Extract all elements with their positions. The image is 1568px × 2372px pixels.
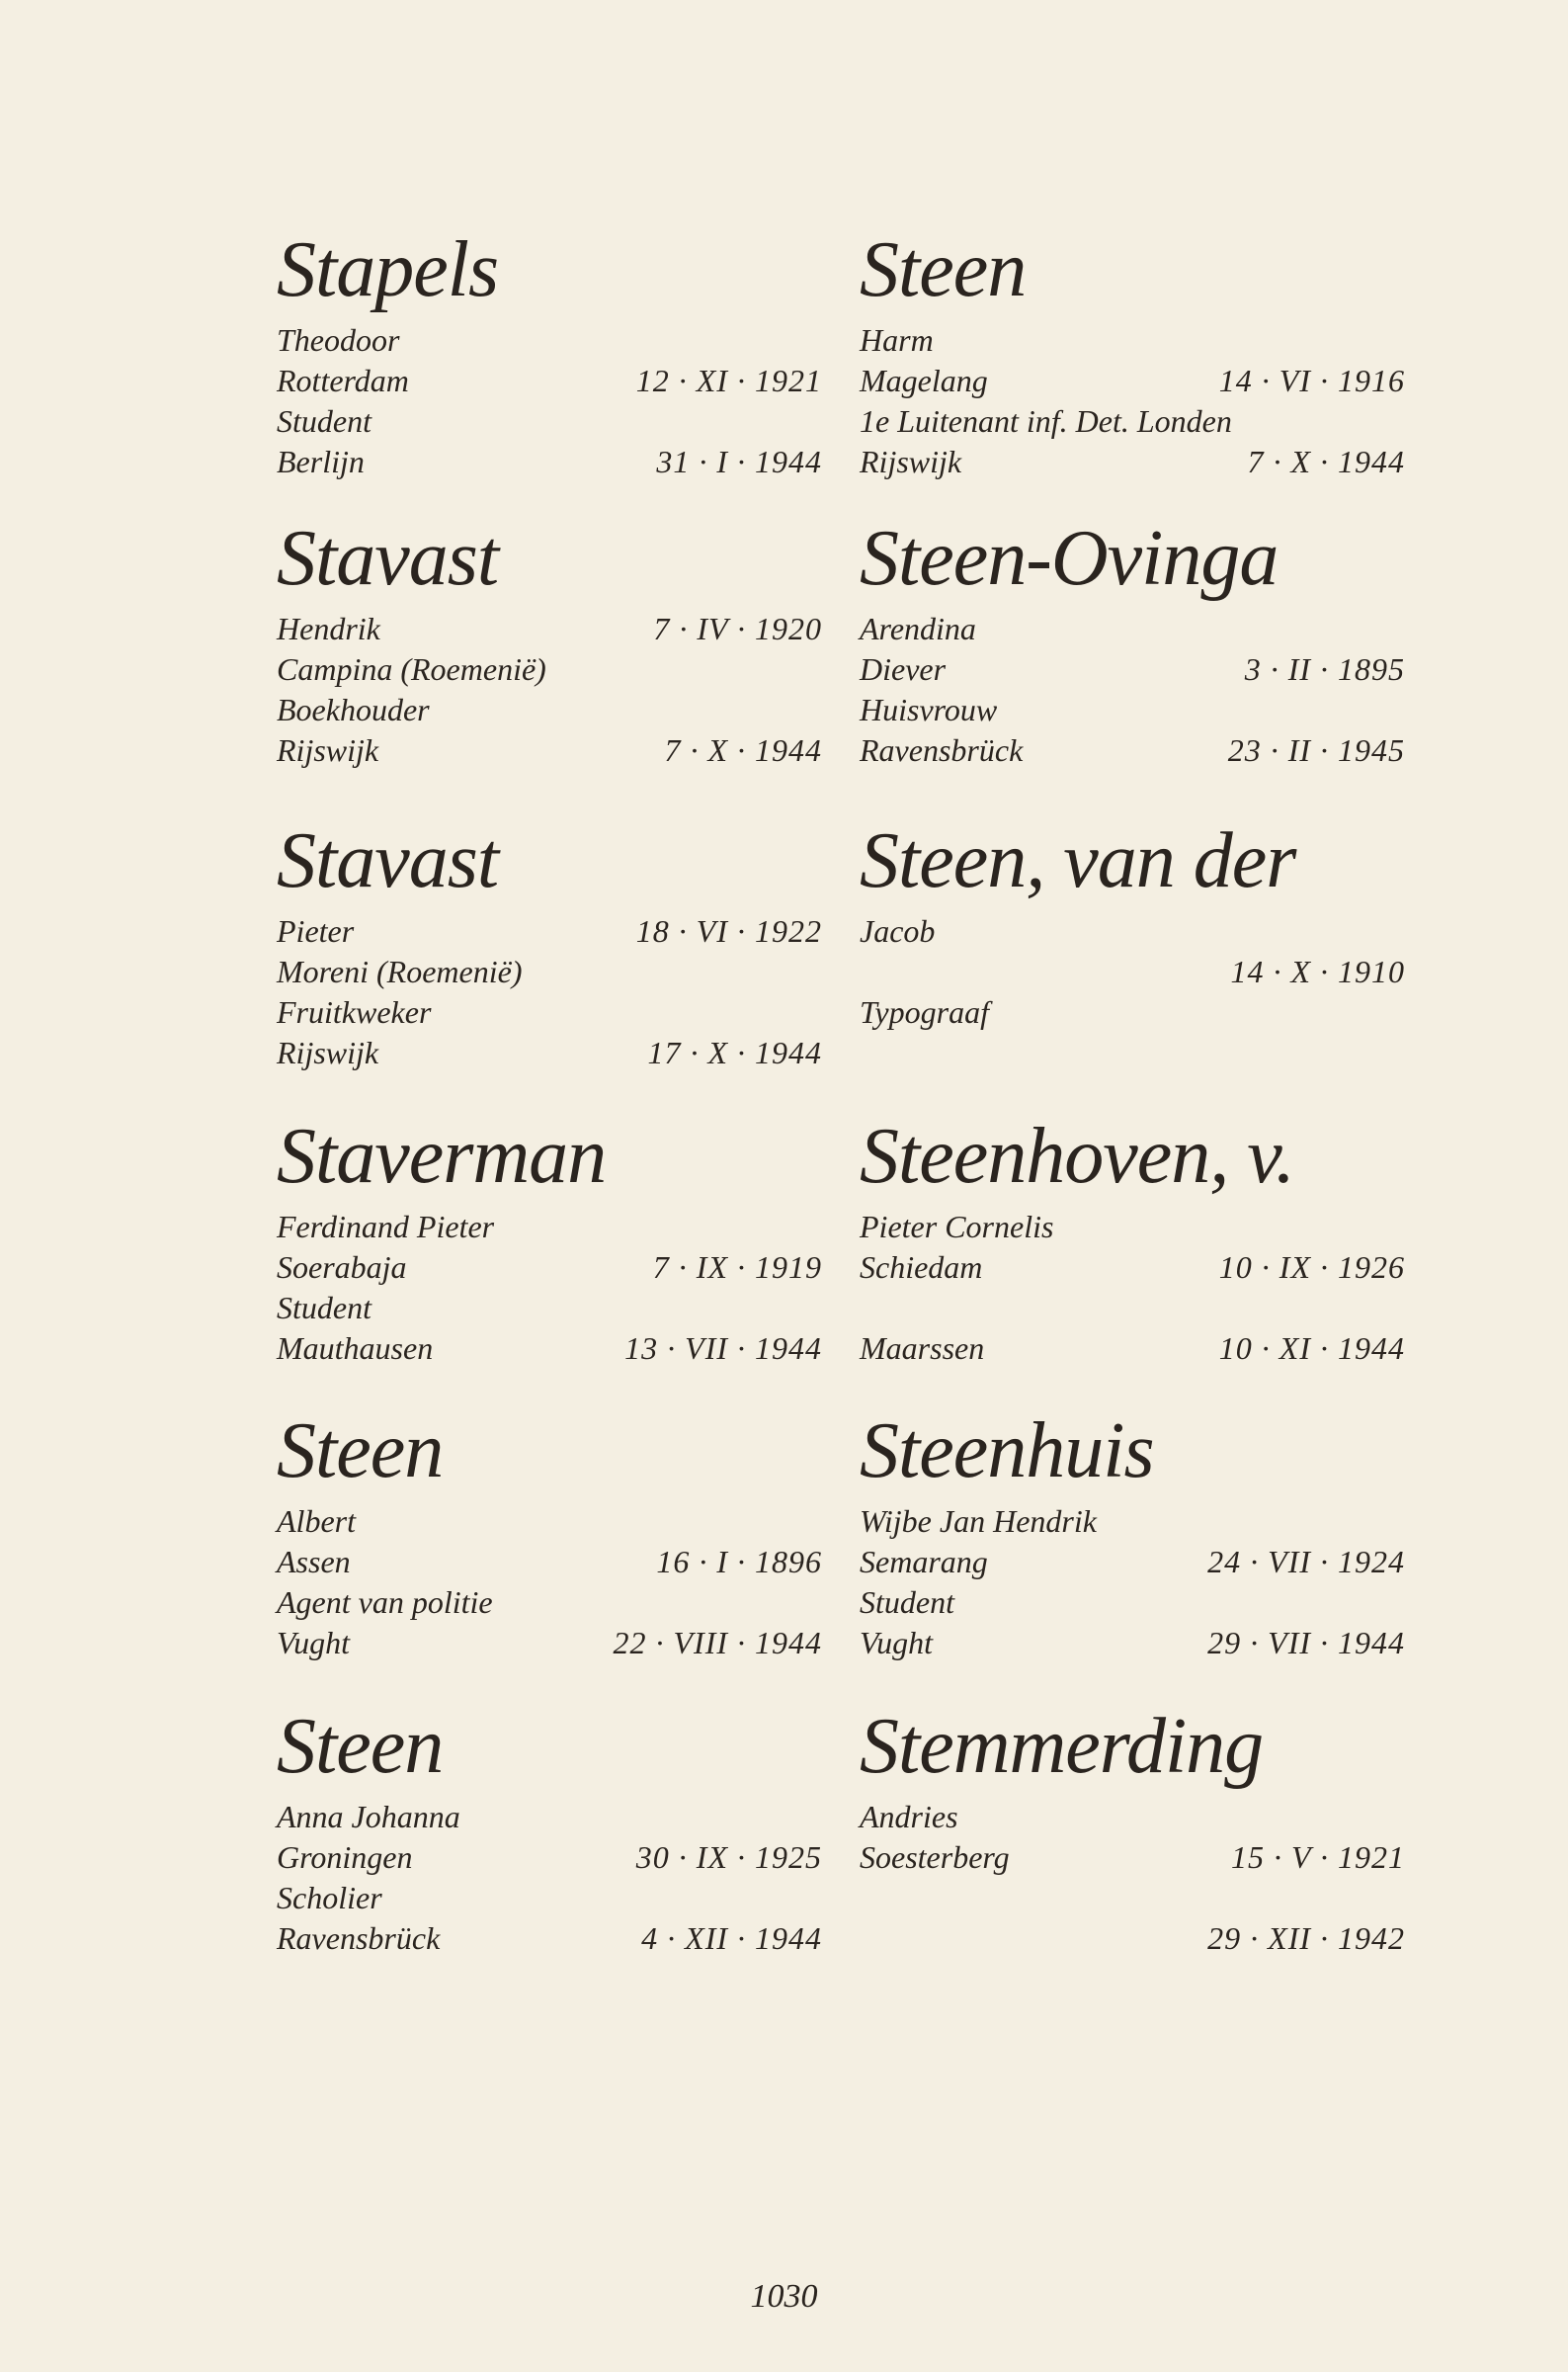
- entry-text: Vught: [860, 1625, 934, 1660]
- entry-text: Magelang: [860, 363, 988, 398]
- entry-line: [277, 690, 822, 730]
- entry-line: [860, 1878, 1405, 1918]
- entry-text: Moreni (Roemenië): [277, 954, 523, 989]
- entry-line: [277, 1582, 822, 1623]
- entry-text: Ravensbrück: [860, 732, 1024, 768]
- entry-date: 14 · VI · 1916: [1218, 363, 1405, 398]
- entry-date: 30 · IX · 1925: [635, 1839, 822, 1875]
- surname-heading: Steenhuis: [860, 1407, 1154, 1494]
- entry-line: [277, 649, 822, 690]
- surname-heading: Stavast: [277, 817, 499, 904]
- entry-date: 7 · IV · 1920: [653, 611, 822, 646]
- memorial-entry: [860, 1112, 1405, 1369]
- entry-line: [277, 730, 822, 771]
- entry-text: Soerabaja: [277, 1249, 407, 1285]
- entry-text: Fruitkweker: [277, 994, 432, 1030]
- entry-line: [860, 1542, 1405, 1582]
- entry-date: 15 · V · 1921: [1231, 1839, 1405, 1875]
- entry-line: [860, 1797, 1405, 1837]
- entry-date: 14 · X · 1910: [1230, 954, 1405, 989]
- memorial-entry: [277, 1112, 822, 1369]
- entry-text: Student: [277, 403, 371, 439]
- surname-heading: Steen: [277, 1407, 444, 1494]
- entry-date: 18 · VI · 1922: [635, 913, 822, 949]
- entry-date: 12 · XI · 1921: [635, 363, 822, 398]
- entry-text: Semarang: [860, 1544, 988, 1579]
- entry-text: Mauthausen: [277, 1330, 434, 1366]
- entry-date: 31 · I · 1944: [656, 444, 822, 479]
- entry-line: [277, 1288, 822, 1328]
- surname-heading: Stavast: [277, 515, 499, 602]
- entry-date: 29 · VII · 1944: [1207, 1625, 1405, 1660]
- entry-text: Schiedam: [860, 1249, 983, 1285]
- entry-date: 10 · XI · 1944: [1218, 1330, 1405, 1366]
- entry-line: [860, 1501, 1405, 1542]
- memorial-entry: [277, 1406, 822, 1663]
- surname-heading: Steen, van der: [860, 817, 1296, 904]
- entry-text: Scholier: [277, 1880, 382, 1915]
- entry-date: 16 · I · 1896: [656, 1544, 822, 1579]
- entry-line: [860, 1247, 1405, 1288]
- entry-line: [860, 1328, 1405, 1369]
- entry-text: Ravensbrück: [277, 1920, 441, 1956]
- entry-date: 23 · II · 1945: [1227, 732, 1405, 768]
- entry-text: Anna Johanna: [277, 1799, 460, 1834]
- entry-line: [277, 320, 822, 361]
- page-number: 1030: [750, 2278, 818, 2315]
- entry-text: Diever: [860, 651, 947, 687]
- entry-line: [277, 1878, 822, 1918]
- entry-text: Rotterdam: [277, 363, 409, 398]
- memorial-entry: [860, 1406, 1405, 1663]
- entry-text: Groningen: [277, 1839, 413, 1875]
- surname-heading: Stemmerding: [860, 1703, 1264, 1790]
- entry-text: Hendrik: [277, 611, 380, 646]
- entry-line: [860, 320, 1405, 361]
- entry-line: [860, 1623, 1405, 1663]
- entry-line: [860, 1837, 1405, 1878]
- entry-line: [277, 1623, 822, 1663]
- entry-text: Rijswijk: [277, 1035, 379, 1070]
- entry-line: [860, 361, 1405, 401]
- entry-line: [860, 1918, 1405, 1959]
- memorial-entry: [860, 514, 1405, 771]
- entry-text: Agent van politie: [277, 1584, 493, 1620]
- memorial-entry: [860, 225, 1405, 482]
- entry-line: [277, 911, 822, 952]
- entry-text: Berlijn: [277, 444, 365, 479]
- entry-line: [277, 1837, 822, 1878]
- entry-date: 7 · X · 1944: [1247, 444, 1405, 479]
- entry-date: 10 · IX · 1926: [1218, 1249, 1405, 1285]
- entry-line: [860, 1288, 1405, 1328]
- entry-line: [860, 401, 1405, 442]
- entry-text: Andries: [860, 1799, 958, 1834]
- entry-date: 4 · XII · 1944: [641, 1920, 822, 1956]
- entry-text: Jacob: [860, 913, 936, 949]
- entry-text: Typograaf: [860, 994, 989, 1030]
- surname-heading: Steen: [860, 226, 1027, 313]
- entry-line: [860, 609, 1405, 649]
- entry-text: Maarssen: [860, 1330, 985, 1366]
- entry-line: [860, 442, 1405, 482]
- entry-text: Student: [860, 1584, 954, 1620]
- surname-heading: Steenhoven, v.: [860, 1113, 1294, 1200]
- memorial-entry: [860, 1702, 1405, 1959]
- entry-line: [277, 992, 822, 1033]
- entry-text: Pieter: [277, 913, 355, 949]
- entry-line: [860, 1207, 1405, 1247]
- entry-line: [277, 361, 822, 401]
- entry-line: [277, 952, 822, 992]
- entry-text: Harm: [860, 322, 934, 358]
- entry-text: Rijswijk: [277, 732, 379, 768]
- entry-line: [277, 1328, 822, 1369]
- entry-line: [277, 1797, 822, 1837]
- entry-text: Student: [277, 1290, 371, 1325]
- entry-text: Wijbe Jan Hendrik: [860, 1503, 1097, 1539]
- memorial-entry: [860, 816, 1405, 1073]
- entry-line: [277, 401, 822, 442]
- memorial-entry: [277, 816, 822, 1073]
- entry-text: Vught: [277, 1625, 351, 1660]
- entry-date: 7 · X · 1944: [664, 732, 822, 768]
- entry-date: 24 · VII · 1924: [1207, 1544, 1405, 1579]
- entry-date: 22 · VIII · 1944: [613, 1625, 822, 1660]
- surname-heading: Staverman: [277, 1113, 607, 1200]
- entry-line: [277, 1033, 822, 1073]
- entry-line: [277, 1207, 822, 1247]
- entry-text: Theodoor: [277, 322, 400, 358]
- entry-date: 7 · IX · 1919: [652, 1249, 822, 1285]
- memorial-entry: [277, 1702, 822, 1959]
- entry-text: Pieter Cornelis: [860, 1209, 1054, 1244]
- entry-date: 29 · XII · 1942: [1207, 1920, 1405, 1956]
- entry-line: [277, 442, 822, 482]
- entry-line: [277, 609, 822, 649]
- entry-text: Soesterberg: [860, 1839, 1010, 1875]
- entry-line: [277, 1542, 822, 1582]
- entry-text: 1e Luitenant inf. Det. Londen: [860, 403, 1232, 439]
- entry-date: 3 · II · 1895: [1244, 651, 1405, 687]
- memorial-entry: [277, 225, 822, 482]
- entry-date: 17 · X · 1944: [647, 1035, 822, 1070]
- entry-line: [860, 952, 1405, 992]
- entry-text: Arendina: [860, 611, 976, 646]
- entry-line: [277, 1247, 822, 1288]
- entry-line: [277, 1501, 822, 1542]
- entry-line: [860, 992, 1405, 1033]
- entry-text: Assen: [277, 1544, 351, 1579]
- entry-line: [860, 1033, 1405, 1073]
- memorial-entry: [277, 514, 822, 771]
- surname-heading: Stapels: [277, 226, 499, 313]
- entry-line: [277, 1918, 822, 1959]
- entry-line: [860, 730, 1405, 771]
- entry-text: Rijswijk: [860, 444, 962, 479]
- entry-text: Campina (Roemenië): [277, 651, 546, 687]
- entry-text: Albert: [277, 1503, 356, 1539]
- entry-line: [860, 649, 1405, 690]
- entry-line: [860, 911, 1405, 952]
- surname-heading: Steen: [277, 1703, 444, 1790]
- entry-line: [860, 690, 1405, 730]
- entry-text: Ferdinand Pieter: [277, 1209, 495, 1244]
- surname-heading: Steen-Ovinga: [860, 515, 1279, 602]
- entry-text: Huisvrouw: [860, 692, 998, 727]
- entry-date: 13 · VII · 1944: [624, 1330, 822, 1366]
- entry-line: [860, 1582, 1405, 1623]
- entry-text: Boekhouder: [277, 692, 430, 727]
